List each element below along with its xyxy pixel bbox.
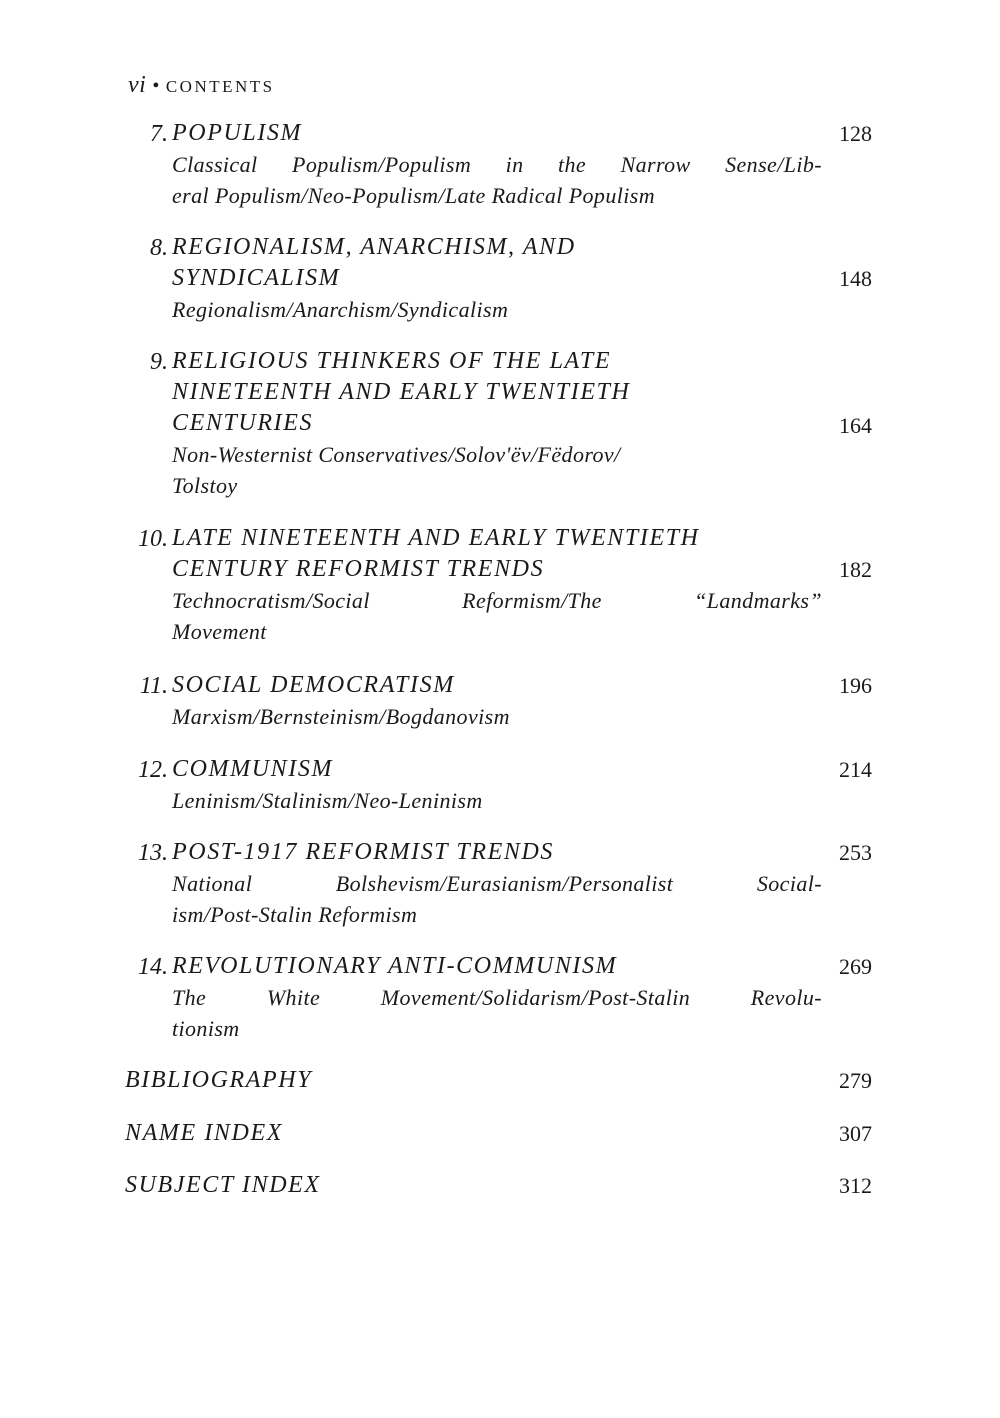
chapter-title-line: RELIGIOUS THINKERS OF THE LATE [172,348,612,374]
chapter-subtitle-line: Movement [172,619,267,644]
chapter-title-line: CENTURIES [172,410,314,436]
back-matter-title: SUBJECT INDEX [125,1172,321,1198]
folio: vi [128,72,147,98]
running-head [128,72,275,99]
chapter-title-line: CENTURY REFORMIST TRENDS [172,556,545,582]
chapter-subtitle-line: Tolstoy [172,473,238,498]
chapter-number: 7. [150,121,168,147]
chapter-title-line: COMMUNISM [172,756,334,782]
chapter-title-line: SYNDICALISM [172,265,341,291]
page-number: 148 [839,266,872,291]
chapter-title-line: LATE NINETEENTH AND EARLY TWENTIETH [172,525,700,551]
page-number: 128 [839,121,872,146]
chapter-subtitle-line: eral Populism/Neo-Populism/Late Radical Populism [172,183,656,208]
chapter-number: 11. [139,673,168,699]
chapter-subtitle-line: tionism [172,1016,240,1041]
chapter-title-line: NINETEENTH AND EARLY TWENTIETH [172,379,631,405]
page-number: 164 [839,413,872,438]
page-number: 312 [839,1173,872,1198]
chapter-subtitle-line: Classical Populism/Populism in the Narrow Sense/Lib- [172,152,822,177]
page-number: 253 [839,840,872,865]
page-number: 307 [839,1121,872,1146]
chapter-subtitle-line: Regionalism/Anarchism/Syndicalism [172,297,509,322]
running-head-label: CONTENTS [165,77,275,96]
chapter-subtitle-line: The White Movement/Solidarism/Post-Stalin Revolu- [172,985,822,1010]
back-matter-title: BIBLIOGRAPHY [125,1067,313,1093]
chapter-subtitle-line: National Bolshevism/Eurasianism/Personalist Social- [172,871,822,896]
chapter-title-line: REGIONALISM, ANARCHISM, AND [172,234,576,260]
page-number: 279 [839,1068,872,1093]
back-matter-title: NAME INDEX [125,1120,283,1146]
chapter-subtitle-line: Leninism/Stalinism/Neo-Leninism [172,788,483,813]
chapter-number: 14. [138,954,168,980]
page-number: 196 [839,673,872,698]
chapter-title-line: POST-1917 REFORMIST TRENDS [172,839,555,865]
chapter-title-line: SOCIAL DEMOCRATISM [172,672,455,698]
chapter-subtitle-line: ism/Post-Stalin Reformism [172,902,418,927]
page-number: 269 [839,954,872,979]
page-number: 214 [839,757,872,782]
chapter-number: 9. [150,349,168,375]
chapter-subtitle-line: Technocratism/Social Reformism/The “Landmarks” [172,588,822,613]
chapter-subtitle-line: Marxism/Bernsteinism/Bogdanovism [172,704,510,729]
chapter-subtitle-line: Non-Westernist Conservatives/Solov'ëv/Fëdorov/ [172,442,621,467]
chapter-title-line: REVOLUTIONARY ANTI-COMMUNISM [172,953,618,979]
chapter-number: 10. [138,526,168,552]
chapter-number: 12. [138,757,168,783]
separator: • [152,75,160,97]
chapter-number: 13. [138,840,168,866]
page-number: 182 [839,557,872,582]
chapter-number: 8. [150,235,168,261]
chapter-title-line: POPULISM [172,120,303,146]
